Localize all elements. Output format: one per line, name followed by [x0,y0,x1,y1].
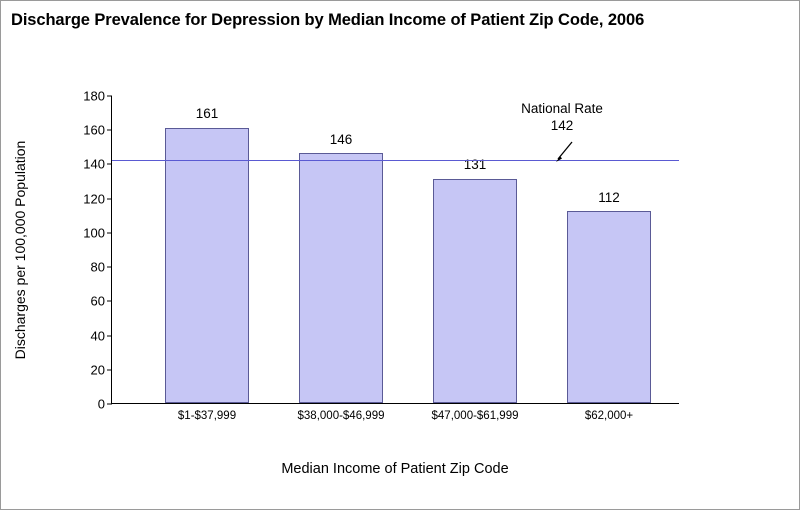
bar-2 [433,179,517,403]
x-axis-title: Median Income of Patient Zip Code [281,461,509,477]
y-tick-label: 160 [83,122,105,138]
y-tick-label: 140 [83,156,105,172]
national-rate-line [112,160,679,161]
national-rate-label: National Rate [521,101,603,116]
y-tick-label: 80 [90,259,105,275]
bar-1 [299,153,383,403]
bar-value-label-2: 131 [463,157,487,172]
y-tick-label: 0 [97,396,105,412]
y-axis-title: Discharges per 100,000 Population [12,140,28,360]
plot-area [83,88,679,422]
bar-3 [567,211,651,403]
arrow-icon [550,140,578,168]
bar-value-label-1: 146 [329,132,353,147]
y-tick-label: 60 [90,293,105,309]
bar-value-label-3: 112 [598,190,620,205]
bar-value-label-0: 161 [195,106,219,121]
y-tick-label: 100 [83,225,105,241]
page-title: Discharge Prevalence for Depression by Median Income of Patient Zip Code, 2006 [11,11,645,29]
national-rate-value: 142 [550,118,574,133]
x-tick-label-0: $1-$37,999 [177,410,237,422]
y-tick-label: 120 [83,191,105,207]
x-tick-label-2: $47,000-$61,999 [431,410,519,422]
y-tick-label: 20 [90,362,105,378]
x-tick-label-3: $62,000+ [584,410,634,422]
bar-0 [165,128,249,403]
y-tick-label: 40 [90,328,105,344]
x-tick-label-1: $38,000-$46,999 [297,410,385,422]
y-tick-label: 180 [83,88,105,104]
national-rate-annotation [521,101,603,133]
